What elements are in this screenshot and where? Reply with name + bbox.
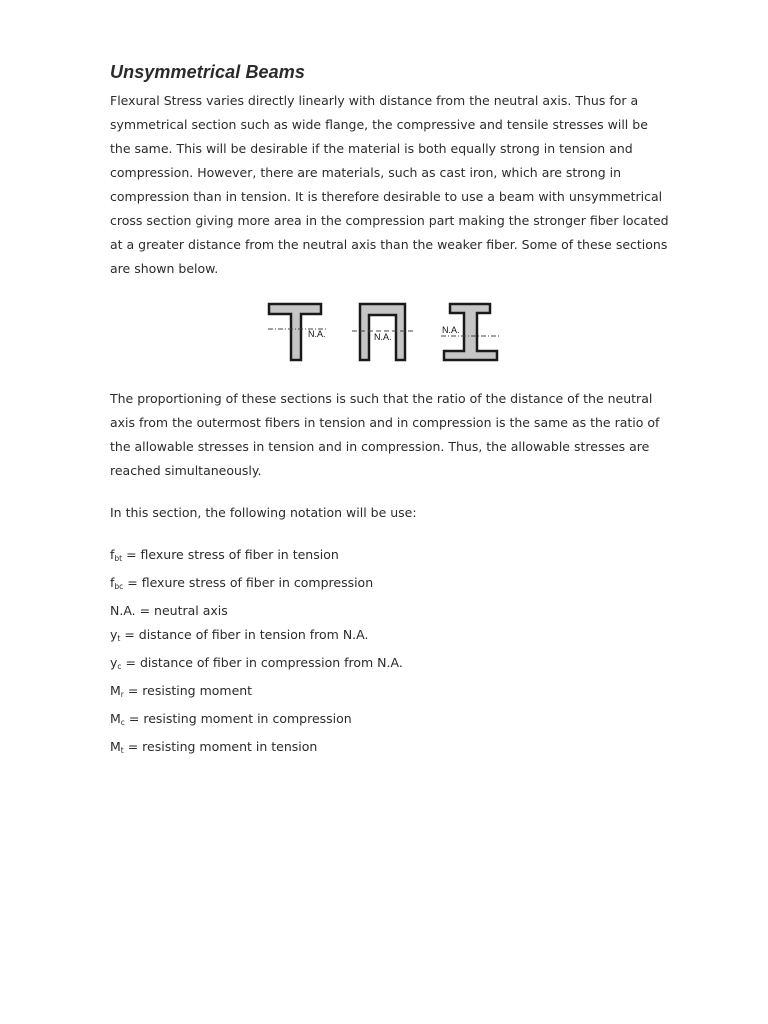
intro-paragraph: Flexural Stress varies directly linearly with distance from the neutral axis. Thus for a symmetrical section such as wide flange, the compressive and tensile stresses will be the same. This will be desirable if the material is both equally strong in tension and compression. However, there are materials, such as cast iron, which are strong in compression than in tension. It is therefore desirable to use a beam with unsymmetrical cross section giving more area in the compression part making the stronger fiber located at a greater distance from the neutral axis than the weaker fiber. Some of these sections are shown below. (110, 93, 669, 276)
notation-item-yt: $y_t$ = distance of fiber in tension from N.A. (110, 627, 369, 643)
notation-item-na: N.A. = neutral axis (110, 603, 228, 618)
channel-section-na-label: N.A. (374, 332, 392, 342)
notation-item-mt: $M_t$ = resisting moment in tension (110, 739, 318, 755)
beam-sections-drawing (110, 293, 670, 379)
notation-item-yc: $y_c$ = distance of fiber in compression from N.A. (110, 655, 403, 671)
beam-sections-figure (110, 293, 670, 379)
notation-item-fbt: $f_{bt}$ = flexure stress of fiber in tension (110, 547, 339, 563)
document-page (110, 62, 670, 763)
notation-list (110, 543, 670, 763)
proportion-paragraph: The proportioning of these sections is such that the ratio of the distance of the neutral axis from the outermost fibers in tension and in compression is the same as the ratio of the allowable stresses in tension and in compression. Thus, the allowable stresses are reached simultaneously. (110, 391, 660, 478)
notation-item-fbc: $f_{bc}$ = flexure stress of fiber in compression (110, 575, 374, 591)
notation-intro: In this section, the following notation will be use: (110, 505, 417, 520)
page-title: Unsymmetrical Beams (110, 62, 305, 82)
notation-item-mc: $M_c$ = resisting moment in compression (110, 711, 352, 727)
notation-item-mr: $M_r$ = resisting moment (110, 683, 253, 699)
t-section-na-label: N.A. (308, 329, 326, 339)
i-section-na-label: N.A. (442, 325, 460, 335)
